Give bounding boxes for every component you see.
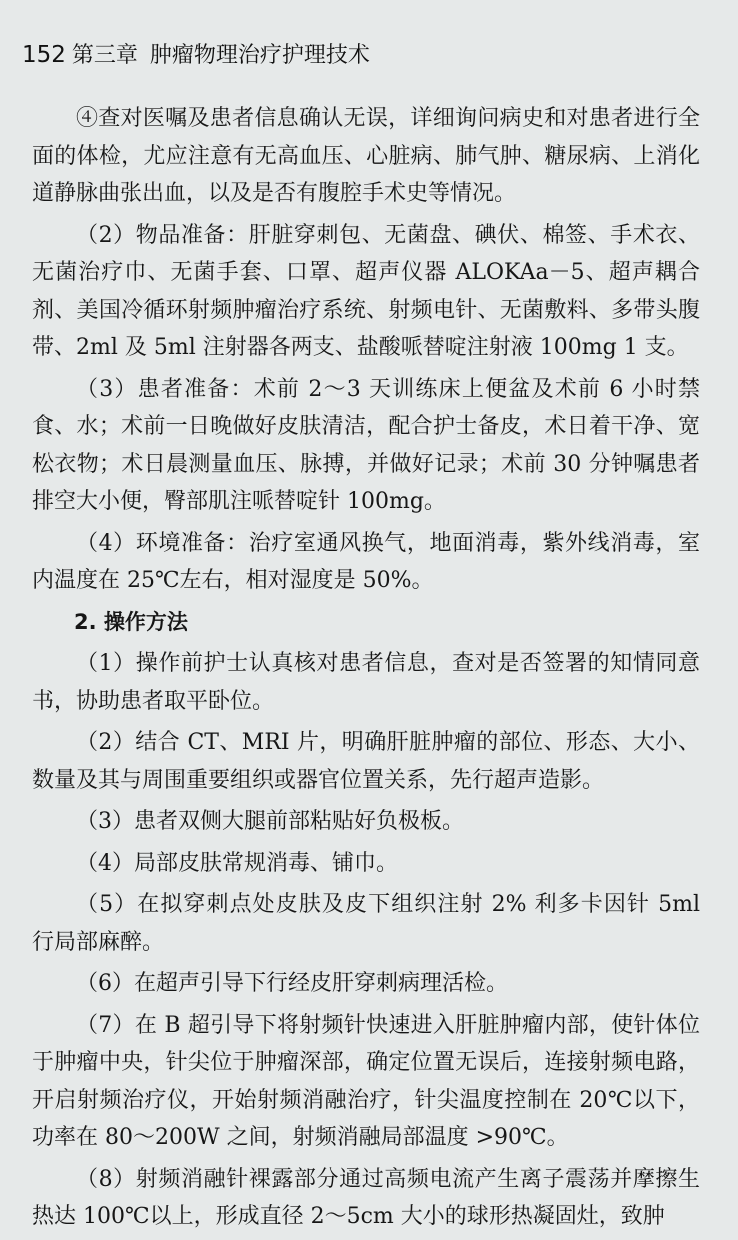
paragraph: （3）患者双侧大腿前部粘贴好负极板。 <box>76 809 464 834</box>
chapter-label: 第三章 <box>71 43 138 68</box>
paragraph: （4）环境准备：治疗室通风换气，地面消毒，紫外线消毒，室内温度在 25℃左右，相对湿度是 50%。 <box>32 530 700 593</box>
paragraph: （2）物品准备：肝脏穿刺包、无菌盘、碘伏、棉签、手术衣、无菌治疗巾、无菌手套、口罩、超声仪器 ALOKAa－5、超声耦合剂、美国冷循环射频肿瘤治疗系统、射频电针、无菌敷料、多带头腹带、2ml 及 5ml 注射器各两支、盐酸哌替啶注射液 100mg 1 支。 <box>32 222 700 360</box>
chapter-title: 肿瘤物理治疗护理技术 <box>149 43 370 68</box>
running-header <box>22 40 370 71</box>
paragraph: （1）操作前护士认真核对患者信息，查对是否签署的知情同意书，协助患者取平卧位。 <box>32 651 700 714</box>
paragraph: （7）在 B 超引导下将射频针快速进入肝脏肿瘤内部，使针体位于肿瘤中央，针尖位于肿瘤深部，确定位置无误后，连接射频电路，开启射频治疗仪，开始射频消融治疗，针尖温度控制在 20℃以下，功率在 80～200W 之间，射频消融局部温度 >90℃。 <box>32 1012 700 1150</box>
section-heading: 2. 操作方法 <box>74 609 188 634</box>
paragraph: （2）结合 CT、MRI 片，明确肝脏肿瘤的部位、形态、大小、数量及其与周围重要组织或器官位置关系，先行超声造影。 <box>32 730 700 793</box>
paragraph: （6）在超声引导下行经皮肝穿刺病理活检。 <box>76 971 508 996</box>
paragraph: （3）患者准备：术前 2～3 天训练床上便盆及术前 6 小时禁食、水；术前一日晚做好皮肤清洁，配合护士备皮，术日着干净、宽松衣物；术日晨测量血压、脉搏，并做好记录；术前 30 分钟嘱患者排空大小便，臀部肌注哌替啶针 100mg。 <box>32 376 700 514</box>
paragraph: ④查对医嘱及患者信息确认无误，详细询问病史和对患者进行全面的体检，尤应注意有无高血压、心脏病、肺气肿、糖尿病、上消化道静脉曲张出血，以及是否有腹腔手术史等情况。 <box>32 106 700 206</box>
page-number: 152 <box>22 42 66 68</box>
body-text <box>32 100 700 1240</box>
paragraph: （5）在拟穿刺点处皮肤及皮下组织注射 2% 利多卡因针 5ml 行局部麻醉。 <box>32 892 700 955</box>
paragraph: （8）射频消融针裸露部分通过高频电流产生离子震荡并摩擦生热达 100℃以上，形成直径 2～5cm 大小的球形热凝固灶，致肿 <box>32 1166 700 1229</box>
paragraph: （4）局部皮肤常规消毒、铺巾。 <box>76 850 398 876</box>
